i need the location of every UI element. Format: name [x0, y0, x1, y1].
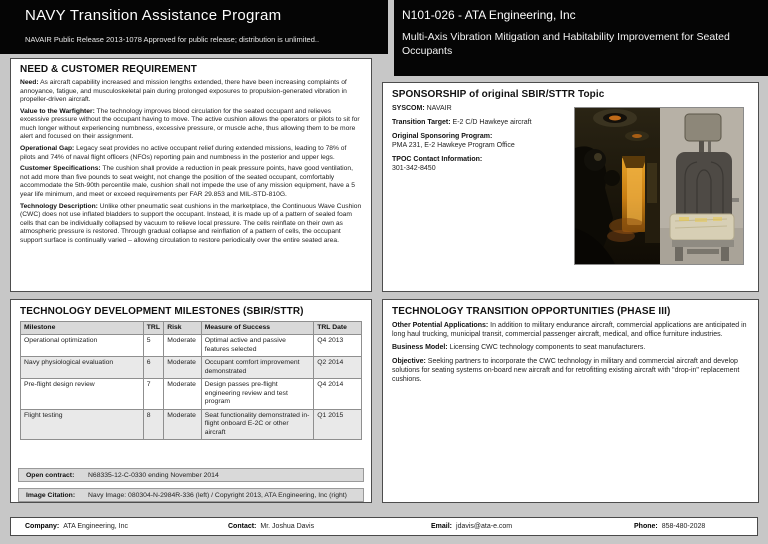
paragraph-label: Customer Specifications: [20, 165, 101, 173]
cell-milestone: Flight testing [21, 409, 144, 439]
cell-milestone: Navy physiological evaluation [21, 357, 144, 379]
table-row [21, 357, 362, 379]
cell-risk: Moderate [164, 409, 202, 439]
cell-trl-date: Q4 2013 [314, 335, 362, 357]
milestones-panel [10, 299, 372, 503]
topic-number-company: N101-026 - ATA Engineering, Inc [402, 8, 576, 22]
value-warfighter-paragraph [20, 108, 362, 142]
paragraph-text: Licensing CWC technology components to seat manufacturers. [447, 344, 646, 352]
cell-trl-date: Q2 2014 [314, 357, 362, 379]
header-right [394, 0, 768, 76]
open-contract-bar [18, 468, 364, 482]
paragraph-text: The cushion shall provide a reduction in peak pressure points, have good ventilation, not add more than five pounds to seat weight, not change the position of the seated occupant, comfortably accommodate the 5th-90th percentile male, cushion shall not impede the use of any mission equipment, have a 5 year life minimum, and meet or exceed requirements per FAR 29.853 and MIL-STD-810G. [20, 165, 355, 198]
field-value: NAVAIR [424, 105, 452, 112]
aircraft-interior-and-seat-photo [575, 108, 743, 264]
program-title: NAVY Transition Assistance Program [25, 7, 282, 24]
need-customer-requirement-panel [10, 58, 372, 292]
table-row [21, 379, 362, 409]
field-value: E-2 C/D Hawkeye aircraft [450, 119, 532, 127]
paragraph-text: Seeking partners to incorporate the CWC technology in military and commercial aircraft and develop solutions for seating systems on-board new aircraft and for retrofitting existing aircraft with "drop-in" replacement cushions. [392, 357, 740, 384]
cell-trl-date: Q1 2015 [314, 409, 362, 439]
footer-email [431, 518, 512, 535]
paragraph-label: Objective: [392, 357, 426, 365]
topic-photos [574, 107, 744, 265]
col-risk: Risk [164, 322, 202, 335]
footer-contact-value: Mr. Joshua Davis [260, 523, 315, 530]
paragraph-label: Business Model: [392, 344, 448, 352]
footer-company-value: ATA Engineering, Inc [63, 523, 128, 530]
milestones-panel-title: TECHNOLOGY DEVELOPMENT MILESTONES (SBIR/STTR) [20, 306, 304, 317]
paragraph-label: Need: [20, 79, 39, 86]
cell-risk: Moderate [164, 357, 202, 379]
table-row [21, 335, 362, 357]
field-label: Original Sponsoring Program: [392, 133, 493, 141]
cell-risk: Moderate [164, 335, 202, 357]
paragraph-text: As aircraft capability increased and mission lengths extended, there have been increasing complaints of annoyance, fatigue, and musculoskeletal pain during prolonged exposures to propulsion-generated vibration in propeller-driven aircraft. [20, 79, 347, 104]
image-citation-bar [18, 488, 364, 502]
topic-title: Multi-Axis Vibration Mitigation and Habitability Improvement for Seated Occupants [402, 31, 730, 58]
transition-opportunities-panel [382, 299, 759, 503]
cell-measure: Occupant comfort improvement demonstrated [201, 357, 314, 379]
col-milestone: Milestone [21, 322, 144, 335]
sponsorship-panel-title: SPONSORSHIP of original SBIR/STTR Topic [392, 89, 605, 100]
footer-company [25, 518, 128, 535]
footer-contact [228, 518, 314, 535]
paragraph-text: Legacy seat provides no active occupant relief during extended missions, leading to 78% of pilots and 74% of naval flight officers (NFOs) reporting pain and numbness in the posterior and upper legs. [20, 145, 347, 161]
technology-description-paragraph [20, 203, 362, 246]
tpoc-contact-field [392, 155, 572, 173]
cell-trl: 7 [143, 379, 163, 409]
customer-specifications-paragraph [20, 165, 362, 199]
business-model-paragraph [392, 343, 749, 352]
cell-milestone: Pre-flight design review [21, 379, 144, 409]
transition-target-field [392, 118, 572, 127]
milestones-table [20, 321, 362, 440]
cell-milestone: Operational optimization [21, 335, 144, 357]
paragraph-label: Operational Gap: [20, 145, 75, 153]
image-citation-label: Image Citation: [26, 491, 76, 499]
public-release-notice: NAVAIR Public Release 2013-1078 Approved for public release; distribution is unlimited.. [25, 35, 320, 44]
operational-gap-paragraph [20, 145, 362, 162]
col-measure: Measure of Success [201, 322, 314, 335]
table-header-row [21, 322, 362, 335]
paragraph-text: In addition to military endurance aircraft, commercial applications are anticipated in long haul trucking, municipal transit, commercial passenger aircraft, medical, and office furniture industries. [392, 322, 747, 339]
table-row [21, 409, 362, 439]
footer-phone-value: 858-480-2028 [661, 523, 706, 530]
footer-phone-label: Phone: [634, 523, 658, 530]
other-applications-paragraph [392, 321, 749, 339]
cell-trl: 6 [143, 357, 163, 379]
need-panel-title: NEED & CUSTOMER REQUIREMENT [20, 64, 197, 75]
sponsorship-fields [392, 104, 572, 174]
field-value: 301-342-8450 [392, 165, 436, 173]
header-left [0, 0, 388, 54]
cell-measure: Optimal active and passive features selected [201, 335, 314, 357]
field-label: SYSCOM: [392, 105, 425, 112]
footer-phone [634, 518, 705, 535]
open-contract-label: Open contract: [26, 471, 75, 479]
cell-measure: Design passes pre-flight engineering review and test program [201, 379, 314, 409]
cell-trl: 8 [143, 409, 163, 439]
paragraph-label: Technology Description: [20, 202, 98, 210]
footer-contact-label: Contact: [228, 523, 257, 530]
paragraph-text: Unlike other pneumatic seat cushions in the marketplace, the Continuous Wave Cushion (CWC) does not use inflated bladders to support the occupant. Instead, it is made up of a pattern of sealed foam cells that can be individually collapsed by vacuum to relieve local pressure. The cells reinflate on their own as atmospheric pressure is restored. Through gradual collapse and reinflation of a pattern of cells, the occupant support surface is continually varied – allowing circulation to restore periodically over the entire seated area. [20, 202, 362, 244]
footer-email-label: Email: [431, 523, 453, 530]
sponsoring-program-field [392, 132, 572, 150]
cell-measure: Seat functionality demonstrated in-flight onboard E-2C or other aircraft [201, 409, 314, 439]
image-citation-value: Navy Image: 080304-N-2984R-336 (left) / Copyright 2013, ATA Engineering, Inc (right) [88, 491, 347, 499]
paragraph-text: The technology improves blood circulation for the seated occupant and relieves excessive pressure without the occupant having to move. The active cushion allows the operators or pilots to sit for much longer without experiencing numbness, excessive pressure, or muscle ache, thus allowing them to be more alert and focused on their assignment. [20, 107, 360, 141]
col-trl: TRL [143, 322, 163, 335]
syscom-field [392, 104, 572, 113]
col-trl-date: TRL Date [314, 322, 362, 335]
sponsorship-panel [382, 82, 759, 292]
paragraph-label: Other Potential Applications: [392, 322, 489, 329]
field-value: PMA 231, E-2 Hawkeye Program Office [392, 142, 515, 150]
transition-panel-title: TECHNOLOGY TRANSITION OPPORTUNITIES (PHASE III) [392, 306, 671, 317]
field-label: Transition Target: [392, 119, 451, 127]
cell-trl-date: Q4 2014 [314, 379, 362, 409]
need-paragraph [20, 79, 362, 105]
paragraph-label: Value to the Warfighter: [20, 107, 95, 115]
footer-email-value: jdavis@ata-e.com [456, 523, 513, 530]
cell-risk: Moderate [164, 379, 202, 409]
cell-trl: 5 [143, 335, 163, 357]
objective-paragraph [392, 357, 749, 385]
open-contract-value: N68335-12-C-0330 ending November 2014 [88, 471, 219, 479]
footer-company-label: Company: [25, 523, 60, 530]
field-label: TPOC Contact Information: [392, 156, 483, 164]
contact-footer [10, 517, 758, 536]
